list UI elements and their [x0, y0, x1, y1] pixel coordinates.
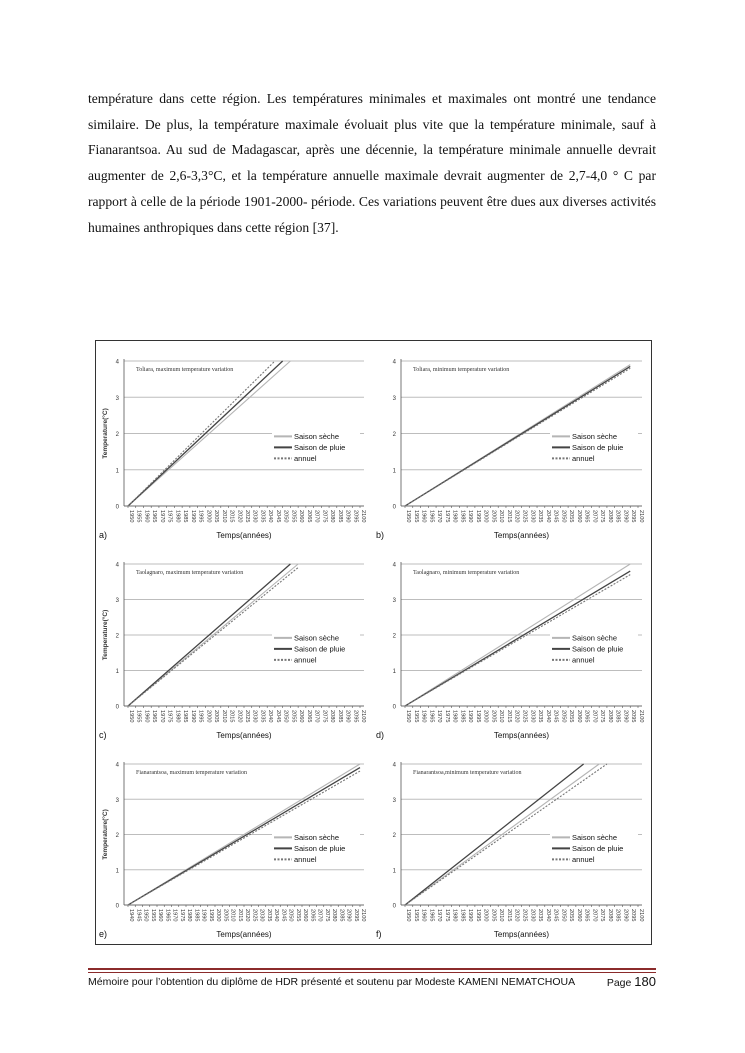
x-tick-label: 1955: [412, 710, 419, 723]
x-tick-label: 1950: [128, 510, 134, 523]
x-tick-label: 2030: [529, 710, 536, 723]
x-tick-label: 2010: [220, 510, 227, 523]
x-tick-label: 2085: [336, 710, 343, 723]
x-tick-label: 2060: [575, 510, 582, 523]
x-axis-label: Temps(années): [493, 731, 550, 740]
x-tick-label: 1965: [151, 510, 158, 523]
x-tick-label: 2010: [498, 909, 505, 922]
x-tick-label: 2025: [521, 909, 528, 922]
x-tick-label: 2015: [228, 510, 235, 523]
x-tick-label: 1995: [474, 710, 481, 723]
x-tick-label: 2050: [287, 909, 294, 922]
legend-label-annual: annuel: [294, 453, 317, 463]
x-tick-label: 1990: [467, 510, 474, 523]
x-tick-label: 2100: [360, 710, 366, 723]
x-tick-label: 1980: [186, 909, 192, 922]
y-axis-label: Temperature(°C): [102, 408, 109, 459]
y-tick-label: 2: [392, 833, 396, 839]
x-tick-label: 1940: [128, 909, 134, 922]
x-tick-label: 1965: [428, 909, 435, 922]
y-tick-label: 0: [392, 903, 396, 910]
x-tick-label: 1995: [474, 510, 481, 523]
legend-label-dry: Saison sèche: [572, 633, 618, 643]
panel-label: c): [99, 730, 107, 740]
x-tick-label: 2075: [321, 510, 328, 523]
y-tick-label: 3: [392, 598, 396, 604]
x-tick-label: 1980: [451, 510, 458, 523]
x-tick-label: 2025: [244, 510, 250, 523]
x-tick-label: 1950: [128, 710, 134, 723]
x-tick-label: 2075: [599, 909, 606, 922]
x-tick-label: 2090: [345, 909, 352, 922]
x-tick-label: 2035: [265, 909, 272, 922]
y-tick-label: 0: [392, 704, 396, 711]
x-tick-label: 2060: [302, 909, 308, 922]
y-tick-label: 3: [392, 395, 396, 402]
x-tick-label: 1975: [443, 710, 450, 723]
x-tick-label: 1985: [182, 510, 189, 523]
x-tick-label: 2045: [274, 710, 281, 723]
legend-label-rainy: Saison de pluie: [572, 644, 624, 654]
y-tick-label: 4: [115, 562, 119, 569]
y-tick-label: 0: [392, 504, 396, 511]
x-tick-label: 1980: [174, 510, 181, 523]
page-number: 180: [634, 974, 656, 989]
x-tick-label: 2060: [298, 710, 305, 723]
x-tick-label: 1990: [467, 710, 474, 723]
x-tick-label: 2015: [505, 909, 512, 922]
x-tick-label: 1985: [459, 909, 466, 922]
x-tick-label: 2025: [244, 710, 250, 723]
x-tick-label: 2035: [537, 909, 544, 922]
x-tick-label: 2065: [309, 909, 316, 922]
y-tick-label: 3: [115, 598, 119, 604]
x-tick-label: 2000: [215, 909, 221, 922]
y-tick-label: 1: [115, 669, 119, 675]
panel-label: e): [99, 929, 108, 939]
x-tick-label: 2005: [213, 710, 220, 723]
x-tick-label: 2045: [552, 510, 559, 523]
x-tick-label: 1965: [428, 710, 435, 723]
x-tick-label: 2010: [498, 710, 505, 723]
legend-label-dry: Saison sèche: [572, 431, 618, 441]
x-tick-label: 1960: [143, 710, 150, 723]
x-tick-label: 1960: [420, 909, 427, 922]
x-tick-label: 2065: [305, 510, 312, 523]
x-tick-label: 2090: [622, 710, 629, 723]
x-tick-label: 2075: [599, 510, 606, 523]
x-tick-label: 2095: [352, 510, 359, 523]
footer-text: Mémoire pour l’obtention du diplôme de HDR présenté et soutenu par Modeste KAMENI NEMATCHOUA: [88, 976, 576, 988]
x-tick-label: 2055: [290, 710, 297, 723]
y-tick-label: 2: [392, 633, 396, 640]
y-tick-label: 1: [392, 669, 396, 675]
x-tick-label: 2025: [251, 909, 258, 922]
x-tick-label: 2040: [544, 710, 551, 723]
x-tick-label: 1980: [451, 710, 458, 723]
x-tick-label: 2040: [267, 710, 274, 723]
chart-svg-c: [96, 544, 372, 744]
x-tick-label: 2035: [537, 710, 544, 723]
x-tick-label: 2095: [630, 510, 637, 523]
x-tick-label: 1965: [164, 909, 171, 922]
x-tick-label: 2030: [529, 510, 536, 523]
x-tick-label: 2080: [606, 710, 613, 723]
x-tick-label: 2055: [568, 909, 575, 922]
x-tick-label: 2040: [273, 909, 279, 922]
x-tick-label: 2055: [568, 510, 575, 523]
x-tick-label: 1975: [443, 909, 450, 922]
x-tick-label: 1985: [459, 510, 466, 523]
x-tick-label: 2100: [360, 510, 366, 523]
chart-title: Toliara, maximum temperature variation: [136, 367, 234, 373]
x-tick-label: 2085: [614, 710, 621, 723]
x-tick-label: 2015: [505, 710, 512, 723]
legend-label-rainy: Saison de pluie: [572, 843, 624, 853]
legend-label-annual: annuel: [572, 453, 595, 463]
x-tick-label: 2020: [513, 710, 520, 723]
y-tick-label: 2: [115, 432, 119, 438]
x-tick-label: 2005: [222, 909, 229, 922]
panel-label: f): [376, 929, 382, 939]
x-tick-label: 2085: [338, 909, 345, 922]
x-tick-label: 2085: [614, 909, 621, 922]
x-tick-label: 2025: [521, 510, 528, 523]
x-tick-label: 2030: [258, 909, 265, 922]
panel-label: b): [376, 530, 385, 540]
y-tick-label: 4: [392, 762, 396, 769]
x-tick-label: 1980: [174, 710, 181, 723]
x-tick-label: 2045: [552, 909, 559, 922]
x-tick-label: 2045: [274, 510, 281, 523]
x-tick-label: 2035: [537, 510, 544, 523]
page-label: Page: [606, 977, 632, 989]
x-tick-label: 1950: [405, 510, 411, 523]
x-tick-label: 1990: [467, 909, 474, 922]
x-tick-label: 1985: [182, 710, 189, 723]
chart-svg-a: [96, 341, 372, 544]
page-footer: [88, 976, 656, 988]
x-tick-label: 1995: [197, 510, 204, 523]
x-tick-label: 2025: [521, 710, 528, 723]
y-tick-label: 0: [115, 704, 119, 711]
x-tick-label: 2050: [282, 710, 289, 723]
x-tick-label: 1995: [207, 909, 214, 922]
x-tick-label: 2035: [259, 710, 266, 723]
x-tick-label: 1990: [189, 510, 196, 523]
x-tick-label: 2085: [336, 510, 343, 523]
x-tick-label: 2005: [213, 510, 220, 523]
legend-label-annual: annuel: [572, 655, 595, 665]
body-paragraph: température dans cette région. Les températures minimales et maximales ont montré une tendance similaire. De plus, la température maximale évoluait plus vite que la température minimale, sauf à Fianarantsoa. Au sud de Madagascar, après une décennie, la température minimale annuelle devrait augmenter de 2,6-3,3°C, et la température annuelle maximale devrait augmenter de 2,7-4,0 ° C par rapport à celle de la période 1901-2000- période. Ces variations peuvent être dues aux diverses activités humaines anthropiques dans cette région [37].: [88, 91, 656, 235]
x-tick-label: 2080: [329, 710, 336, 723]
x-tick-label: 2010: [229, 909, 236, 922]
x-tick-label: 2060: [575, 710, 582, 723]
x-tick-label: 2070: [313, 710, 320, 723]
x-tick-label: 2020: [244, 909, 250, 922]
x-axis-label: Temps(années): [493, 531, 550, 540]
x-tick-label: 2050: [560, 909, 567, 922]
x-tick-label: 2065: [583, 909, 590, 922]
y-tick-label: 1: [392, 468, 396, 475]
x-tick-label: 1950: [142, 909, 149, 922]
x-tick-label: 2005: [490, 710, 497, 723]
x-tick-label: 2020: [513, 510, 520, 523]
x-tick-label: 2070: [591, 510, 598, 523]
legend-label-rainy: Saison de pluie: [572, 442, 624, 452]
x-tick-label: 2060: [298, 510, 305, 523]
x-tick-label: 1985: [459, 710, 466, 723]
x-tick-label: 2065: [583, 510, 590, 523]
x-tick-label: 2010: [220, 710, 227, 723]
x-tick-label: 2055: [290, 510, 297, 523]
chart-panel-f: [373, 744, 650, 943]
y-tick-label: 4: [115, 762, 119, 769]
x-axis-label: Temps(années): [216, 930, 272, 939]
x-tick-label: 2080: [606, 510, 613, 523]
x-tick-label: 2045: [552, 710, 559, 723]
x-tick-label: 2000: [482, 710, 489, 723]
x-tick-label: 2040: [544, 510, 551, 523]
x-tick-label: 2100: [638, 510, 644, 523]
x-tick-label: 2000: [482, 510, 489, 523]
x-tick-label: 2095: [352, 909, 359, 922]
x-tick-label: 2040: [267, 510, 274, 523]
x-tick-label: 2090: [622, 909, 629, 922]
x-tick-label: 1945: [135, 909, 142, 922]
x-tick-label: 2015: [228, 710, 235, 723]
x-tick-label: 2080: [329, 510, 336, 523]
x-tick-label: 2030: [529, 909, 536, 922]
y-axis-label: Temperature(°C): [102, 809, 109, 860]
legend-label-dry: Saison sèche: [294, 431, 340, 441]
x-tick-label: 2090: [622, 510, 629, 523]
x-tick-label: 2040: [544, 909, 551, 922]
panel-label: a): [99, 530, 108, 540]
x-tick-label: 1970: [436, 710, 443, 723]
x-tick-label: 2055: [568, 710, 575, 723]
chart-title: Taolagnaro, maximum temperature variation: [136, 570, 244, 576]
legend-label-rainy: Saison de pluie: [294, 644, 346, 654]
x-tick-label: 1960: [143, 510, 150, 523]
chart-svg-b: [373, 341, 650, 544]
chart-panel-d: [373, 544, 650, 744]
x-tick-label: 2100: [638, 710, 644, 723]
chart-title: Fianarantsoa,minimum temperature variation: [413, 770, 522, 776]
x-tick-label: 1990: [200, 909, 207, 922]
x-tick-label: 2045: [280, 909, 287, 922]
x-tick-label: 2000: [205, 510, 212, 523]
x-tick-label: 1950: [405, 710, 411, 723]
x-tick-label: 2050: [560, 510, 567, 523]
x-tick-label: 1955: [412, 510, 419, 523]
x-tick-label: 1975: [178, 909, 185, 922]
x-tick-label: 2070: [591, 710, 598, 723]
chart-panel-e: [96, 744, 372, 943]
footer-rule: [88, 968, 656, 970]
y-tick-label: 2: [115, 833, 119, 839]
x-tick-label: 1950: [405, 909, 411, 922]
y-tick-label: 0: [115, 903, 119, 910]
chart-panel-a: [96, 341, 372, 544]
y-tick-label: 0: [115, 504, 119, 511]
x-tick-label: 1960: [420, 710, 427, 723]
x-tick-label: 2100: [360, 909, 366, 922]
chart-title: Toliara, minimum temperature variation: [413, 367, 510, 373]
page-indicator: [607, 974, 656, 989]
x-tick-label: 1970: [158, 510, 165, 523]
legend-label-annual: annuel: [294, 655, 317, 665]
x-tick-label: 1955: [135, 510, 142, 523]
chart-svg-f: [373, 744, 650, 943]
y-tick-label: 4: [392, 359, 396, 366]
figure-temperature-charts: [95, 340, 652, 945]
footer-rule-thin: [88, 972, 656, 973]
x-tick-label: 2090: [344, 510, 351, 523]
x-tick-label: 2080: [606, 909, 613, 922]
x-tick-label: 1985: [193, 909, 200, 922]
x-axis-label: Temps(années): [216, 731, 272, 740]
x-axis-label: Temps(années): [216, 531, 272, 540]
y-tick-label: 4: [115, 359, 119, 366]
y-tick-label: 2: [115, 633, 119, 640]
legend-label-dry: Saison sèche: [572, 832, 618, 842]
x-tick-label: 1970: [171, 909, 178, 922]
x-tick-label: 2065: [305, 710, 312, 723]
chart-svg-e: [96, 744, 372, 943]
x-tick-label: 2020: [236, 710, 243, 723]
x-tick-label: 2100: [638, 909, 644, 922]
x-tick-label: 1995: [474, 909, 481, 922]
x-tick-label: 2035: [259, 510, 266, 523]
x-tick-label: 2005: [490, 510, 497, 523]
x-tick-label: 1975: [166, 510, 173, 523]
x-tick-label: 2015: [505, 510, 512, 523]
x-tick-label: 2095: [352, 710, 359, 723]
chart-panel-c: [96, 544, 372, 744]
x-tick-label: 2075: [599, 710, 606, 723]
y-tick-label: 4: [392, 562, 396, 569]
x-tick-label: 2050: [560, 710, 567, 723]
x-tick-label: 1965: [428, 510, 435, 523]
chart-svg-d: [373, 544, 650, 744]
x-tick-label: 2085: [614, 510, 621, 523]
x-tick-label: 1960: [420, 510, 427, 523]
x-tick-label: 2095: [630, 710, 637, 723]
x-tick-label: 2005: [490, 909, 497, 922]
x-tick-label: 2090: [344, 710, 351, 723]
x-tick-label: 2030: [251, 510, 258, 523]
x-tick-label: 2080: [331, 909, 337, 922]
x-tick-label: 2010: [498, 510, 505, 523]
x-tick-label: 2095: [630, 909, 637, 922]
x-tick-label: 1955: [149, 909, 156, 922]
x-tick-label: 1995: [197, 710, 204, 723]
x-tick-label: 2050: [282, 510, 289, 523]
x-tick-label: 1975: [166, 710, 173, 723]
chart-title: Fianarantsoa, maximum temperature variation: [136, 770, 247, 776]
x-tick-label: 2070: [591, 909, 598, 922]
legend-label-rainy: Saison de pluie: [294, 442, 346, 452]
x-tick-label: 2000: [482, 909, 489, 922]
y-tick-label: 2: [392, 432, 396, 438]
chart-title: Taolagnaro, minimum temperature variation: [413, 570, 520, 576]
x-tick-label: 2000: [205, 710, 212, 723]
x-tick-label: 1980: [451, 909, 458, 922]
x-tick-label: 2065: [583, 710, 590, 723]
x-tick-label: 1970: [158, 710, 165, 723]
x-tick-label: 1955: [135, 710, 142, 723]
y-tick-label: 1: [115, 868, 119, 875]
x-axis-label: Temps(années): [493, 930, 550, 939]
legend-label-rainy: Saison de pluie: [294, 843, 346, 853]
y-tick-label: 1: [115, 468, 119, 475]
legend-label-annual: annuel: [294, 854, 317, 864]
x-tick-label: 2015: [236, 909, 243, 922]
x-tick-label: 2060: [575, 909, 582, 922]
legend-label-annual: annuel: [572, 854, 595, 864]
x-tick-label: 2020: [236, 510, 243, 523]
y-tick-label: 3: [115, 395, 119, 402]
x-tick-label: 2070: [313, 510, 320, 523]
x-tick-label: 1975: [443, 510, 450, 523]
chart-panel-b: [373, 341, 650, 544]
y-tick-label: 3: [115, 797, 119, 804]
x-tick-label: 1960: [157, 909, 163, 922]
y-axis-label: Temperature(°C): [102, 609, 109, 661]
x-tick-label: 2055: [294, 909, 301, 922]
x-tick-label: 2020: [513, 909, 520, 922]
legend-label-dry: Saison sèche: [294, 633, 340, 643]
x-tick-label: 1970: [436, 909, 443, 922]
x-tick-label: 1990: [189, 710, 196, 723]
x-tick-label: 1955: [412, 909, 419, 922]
x-tick-label: 1965: [151, 710, 158, 723]
panel-label: d): [376, 730, 385, 740]
x-tick-label: 2070: [316, 909, 323, 922]
y-tick-label: 1: [392, 868, 396, 875]
x-tick-label: 2075: [321, 710, 328, 723]
x-tick-label: 1970: [436, 510, 443, 523]
x-tick-label: 2030: [251, 710, 258, 723]
x-tick-label: 2075: [323, 909, 330, 922]
y-tick-label: 3: [392, 797, 396, 804]
legend-label-dry: Saison sèche: [294, 832, 340, 842]
